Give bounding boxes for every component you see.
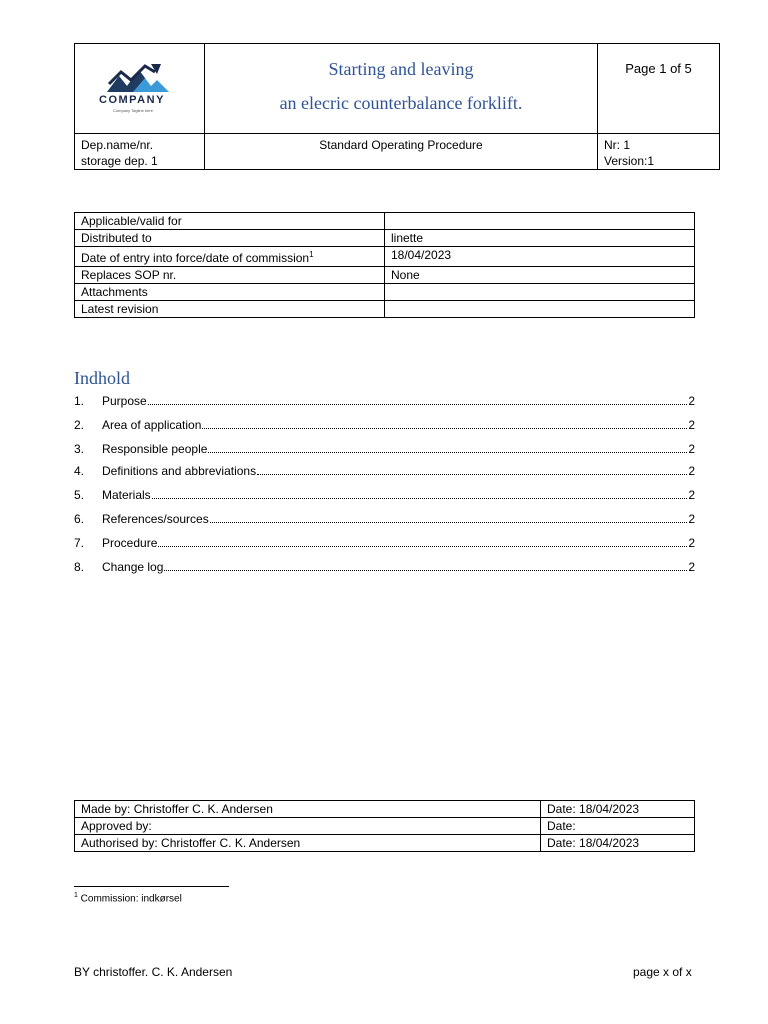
toc-link[interactable]: Change log [102,560,164,574]
document-title-line-2: an elecric counterbalance forklift. [279,93,523,113]
footnote-mark: 1 [74,892,78,899]
info-label: Date of entry into force/date of commission [81,251,310,265]
table-row [75,213,695,230]
info-value: linette [385,230,695,247]
info-value [385,301,695,318]
info-value: None [385,267,695,284]
toc-item[interactable] [74,416,695,432]
toc-number: 4. [74,464,85,478]
info-label: Applicable/valid for [75,213,385,230]
department-label: Dep.name/nr. [81,138,154,152]
info-value [385,213,695,230]
toc-number: 5. [74,488,85,502]
toc-page: 2 [688,464,695,478]
toc-leader [152,498,688,499]
info-value [385,284,695,301]
toc-leader [202,428,687,429]
toc-number: 1. [74,394,85,408]
toc-leader [158,546,687,547]
toc-link[interactable]: Definitions and abbreviations [102,464,257,478]
toc-leader [257,474,687,475]
document-header [74,43,720,170]
approved-by: Approved by: [75,818,541,835]
toc-number: 7. [74,536,85,550]
table-row [75,301,695,318]
toc-item[interactable] [74,558,695,574]
page-info: Page 1 of 5 [598,44,720,134]
toc-heading: Indhold [74,368,130,388]
toc-page: 2 [688,442,695,456]
footer-page-number: page x of x [633,965,692,979]
toc-leader [164,570,687,571]
toc-item[interactable] [74,510,695,526]
toc-link[interactable]: Purpose [102,394,147,408]
document-title-line-1: Starting and leaving [328,59,474,79]
footnote-separator [74,886,229,887]
logo-text: COMPANY [99,94,165,106]
document-version: Version:1 [604,154,655,168]
toc-leader [208,452,687,453]
toc-link[interactable]: Procedure [102,536,158,550]
toc-number: 8. [74,560,85,574]
toc-page: 2 [688,394,695,408]
toc-page: 2 [688,488,695,502]
table-row [75,267,695,284]
footer-author: BY christoffer. C. K. Andersen [74,965,233,979]
toc-page: 2 [688,536,695,550]
logo-cell [75,44,205,134]
toc-item[interactable] [74,440,695,456]
toc-leader [148,404,688,405]
footnote-text: Commission: indkørsel [77,893,182,905]
footnote [74,892,182,904]
department-value: storage dep. 1 [81,154,158,168]
made-by: Made by: Christoffer C. K. Andersen [75,801,541,818]
table-row [75,247,695,267]
toc-number: 6. [74,512,85,526]
toc-link[interactable]: Responsible people [102,442,208,456]
toc-leader [210,522,688,523]
info-label: Distributed to [75,230,385,247]
toc-link[interactable]: References/sources [102,512,209,526]
toc-number: 2. [74,418,85,432]
toc-page: 2 [688,512,695,526]
table-row [75,801,695,818]
info-table [74,212,695,318]
toc-item[interactable] [74,392,695,408]
document-type: Standard Operating Procedure [205,134,598,170]
authorised-by: Authorised by: Christoffer C. K. Andersen [75,835,541,852]
table-row [75,284,695,301]
table-row [75,230,695,247]
toc-number: 3. [74,442,85,456]
title-cell [205,44,598,134]
company-logo-icon [105,62,173,96]
info-label: Latest revision [75,301,385,318]
department-cell [75,134,205,170]
authorised-by-date: Date: 18/04/2023 [541,835,695,852]
document-number: Nr: 1 [604,138,631,152]
made-by-date: Date: 18/04/2023 [541,801,695,818]
info-label-cell [75,247,385,267]
toc-item[interactable] [74,534,695,550]
info-label: Replaces SOP nr. [75,267,385,284]
toc-link[interactable]: Area of application [102,418,202,432]
number-version-cell [598,134,720,170]
toc-page: 2 [688,560,695,574]
toc-item[interactable] [74,462,695,478]
toc-link[interactable]: Materials [102,488,151,502]
table-row [75,818,695,835]
logo-tagline: Company Tagline here [113,108,153,113]
footnote-reference[interactable]: 1 [309,250,314,259]
table-row [75,835,695,852]
toc-item[interactable] [74,486,695,502]
info-label: Attachments [75,284,385,301]
signoff-table [74,800,695,852]
approved-by-date: Date: [541,818,695,835]
toc-page: 2 [688,418,695,432]
info-value: 18/04/2023 [385,247,695,267]
